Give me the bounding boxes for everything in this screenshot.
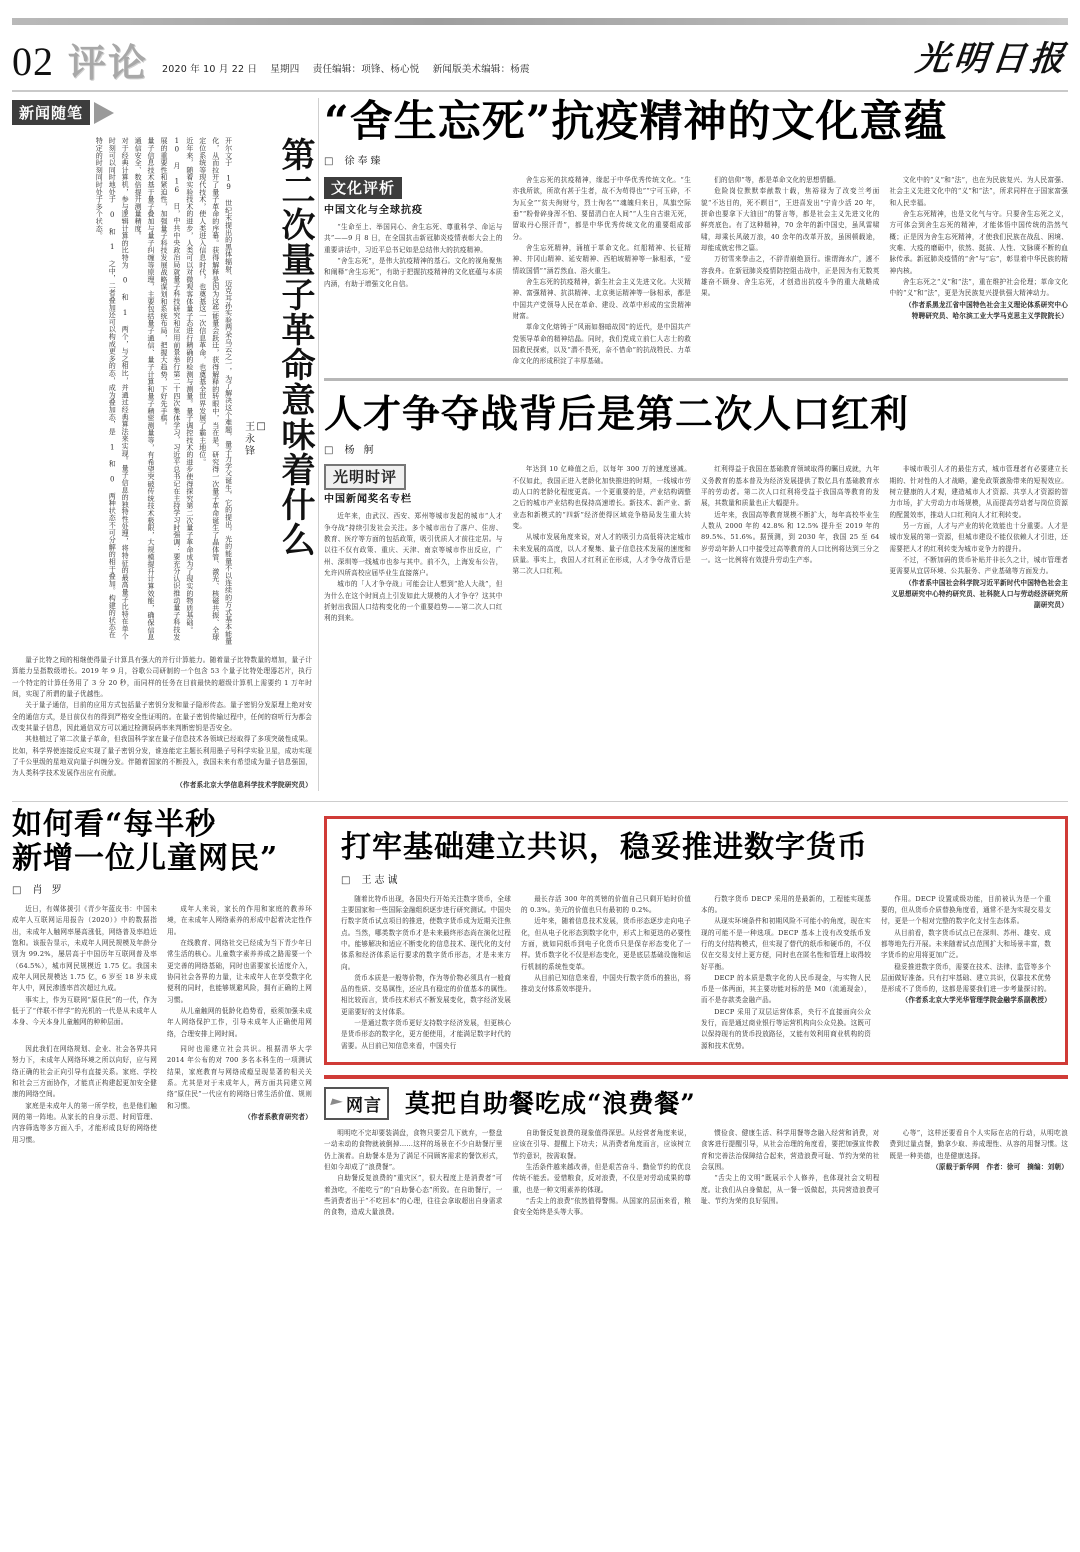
- banner-web-voice: [324, 1087, 389, 1120]
- children-col-4: [167, 1044, 312, 1146]
- epidemic-author: □ 徐奉臻: [324, 152, 1068, 167]
- arrow-icon: [94, 102, 114, 124]
- epidemic-para: 文化中的“义”和“法”，也在为民族复兴、为人民富强、社会主义先进文化中的“义”和“法”，所求同样在于国家富强和人民幸福。: [889, 176, 1068, 207]
- masthead: [12, 25, 1068, 90]
- mid-page-rule: [12, 801, 1068, 802]
- banner-guangming-review-label: 光明时评: [324, 464, 406, 490]
- buffet-credit: （原载于新华网 作者：徐可 摘编：刘朝）: [932, 1163, 1068, 1172]
- currency-para: 行数字货币 DECP 采用的是最新的，工程能实现基本的。: [701, 894, 871, 914]
- masthead-rule: [12, 90, 1068, 92]
- talent-para: 不过，不断加码的货币补贴并非长久之计，城市管理者更需要从宜居环境、公共服务、产业基础等方面发力。: [889, 555, 1068, 576]
- talent-para: 年达到 10 亿峰值之后，以每年 300 万的速度递减。不仅如此，我国正进入老龄化加快推进的时期，一线城市劳动人口的老龄化程度更高。一个更重要的是，产业结构调整之后的城市产业结构也保持高速增长。新技术、新产业、新业态和新模式的“四新”经济使得区域竞争格局发生重大转变。: [512, 465, 691, 530]
- currency-para: 作用。DECP 设置或级功能，目前被认为是一个重要的，但从货币介质替换角度看，通常不是为实现交易支付，更是一个相对完整的数字化支付生态体系。: [881, 894, 1051, 926]
- currency-columns: [341, 894, 1051, 1053]
- children-para: 家庭是未成年人的第一所学校，也是他们触网的第一阵地。从家长的自身示范、时间管理、内容筛选等多方面入手，才能形成良好的网络使用习惯。: [12, 1101, 157, 1144]
- currency-para: DECP 采用了双层运营体系，央行不直接面向公众发行，而是通过商业银行等运营机构向公众兑换。这既可以保持现有的货币投放路径，又能有效利用商业机构的资源和技术优势。: [701, 1007, 871, 1050]
- epidemic-para: 舍生忘死的抗疫精神，缘起于中华优秀传统文化。“生亦我所欲，所欲有甚于生者，故不为苟得也”“宁可玉碎，不为瓦全”“贫夫徇财兮，烈士徇名”“魂魄归来日，凤旗空际垂”“粉骨碎身浑不怕、要留清白在人间”“人生自古谁无死，留取丹心照汗青”，都是中华优秀传统文化的重要组成部分。: [512, 176, 691, 241]
- epidemic-col-4: [890, 175, 1069, 368]
- banner-culture-review: [324, 177, 423, 216]
- epidemic-para: 舍生忘死之“义”和“法”，重在维护社会伦理；革命文化中的“义”和“法”，更是为民族复兴提供强大精神动力。: [889, 278, 1068, 298]
- epidemic-para: 们的信仰”等，都是革命文化的思想情髓。: [714, 176, 841, 185]
- buffet-para: 明明吃不完却要装满盘，食物只要尝几下就弃，一整盘一动未动的食物就被倒掉……这样的场景在不少自助餐厅里仍上演着。自助餐本是为了满足不同顾客需求的餐饮形式，但如今却成了“浪费餐”。: [324, 1129, 503, 1172]
- quantum-title: 第二次量子革命意味着什么: [275, 137, 315, 557]
- children-col-2: [167, 904, 312, 1040]
- children-col-3: [12, 1044, 157, 1146]
- currency-para: 货币本质是一般等价物，作为等价物必须具有一般商品的性质、交易属性，还应具有稳定的价值基本的属性。相比较而言，货币技术形式不断发展变化，数字经济发展更需要好的支付体系。: [341, 973, 511, 1016]
- children-author: □ 肖 罗: [12, 881, 312, 896]
- talent-para: 近年来，我国高等教育规模不断扩大，每年高校毕业生人数从 2000 年的 42.8% 和 12.5% 提升至 2019 年的 89.5%、51.6%。据预测，到 2030 年，我国 25 至 64 岁劳动年龄人口中接受过高等教育的人口比例将达到三分之一。这一比例将有效提升劳动生产率。: [701, 510, 880, 564]
- lower-right: [324, 808, 1068, 1219]
- byline-marker: □: [255, 421, 267, 434]
- talent-columns: [324, 464, 1068, 624]
- banner-guangming-review: [324, 466, 412, 505]
- epidemic-para: 舍生忘死精神，也是文化气与守。只要舍生忘死之义，方可体会到舍生忘死的精神，才能体悟中国传统的浩然气概；正是因为舍生忘死精神，才使我们民族在战乱、困境、灾难、大疫的磨砺中，依然、挺拔、人性、文脉赓不断的血脉传承。新冠肺炎疫情的“舍”与“忘”，彰显着中华民族的精神内核。: [889, 210, 1068, 275]
- epidemic-para: 舍生忘死精神，涌植于革命文化。红船精神、长征精神、井冈山精神、延安精神、西柏坡精神等一脉相承，“爱情故国情”“涵若然血、浴火重生。: [512, 244, 691, 275]
- currency-col-1: [341, 894, 511, 1053]
- buffet-article: [324, 1087, 1068, 1219]
- right-body: [324, 98, 1068, 791]
- currency-col-4: [881, 894, 1051, 1053]
- epidemic-title: “舍生忘死”抗疫精神的文化意蕴: [324, 97, 948, 147]
- talent-col-2: [513, 464, 692, 624]
- epidemic-para: 舍生忘死的抗疫精神，新生社会主义先进文化。大災精神、富强精神、抗洪精神、北京奥运精神等一脉相承，都是中国共产党领导人民在革命、建设、改革中形成的宝贵精神财富。: [512, 278, 691, 321]
- children-title-line2: 新增一位儿童网民”: [12, 840, 279, 876]
- currency-article: [324, 816, 1068, 1065]
- buffet-para: “舌尖上的浪费”依然值得警惕。从国家的层面来看，粮食安全始终是头等大事。: [512, 1197, 691, 1217]
- epidemic-article: [324, 98, 1068, 368]
- epidemic-para: “生命至上、举国同心、舍生忘死、尊重科学、命运与共”——9 月 8 日，在全国抗击新冠肺炎疫情表彰大会上的重要讲话中，习近平总书记如是总结伟大的抗疫精神。: [324, 223, 503, 254]
- children-credit: （作者系教育研究者）: [244, 1113, 312, 1122]
- upper-region: [12, 98, 1068, 791]
- quantum-para: 对于经典计算机，参与逻辑计算的比特为 0 和 1 两个，与之相比，并通过经典算法来实现。量子信息的独特性处理，将特征的最高量子比特在单个时刻可以同时地处于 0 和 1 之中，二者叠加还可以构成更多的态，成为叠加态，是 1 和 0 两种状态不可分解的相干叠加。构建的状态在特定的时刻同时处于多个状态。: [95, 137, 130, 640]
- currency-para: 从目前看，数字货币试点已在深圳、苏州、雄安、成都等地先行开展。未来随着试点范围扩大和场景丰富，数字货币的应用将更加广泛。: [881, 928, 1051, 960]
- currency-title: 打牢基础建立共识，稳妥推进数字货币: [341, 829, 868, 865]
- quantum-para: 开尔文于 19 世纪末提出的黑体辐射、迈克耳孙实验两朵乌云之一，为了解决这个难题，量子力学父诞生，它的提出，光的能量不以连续的方式基本能量化，从而拉开了量子革命的序幕。获得解释是因为这些能量会跃迁，获得解释的转眼中，当在是，研究得一次量子革命诞生了晶体管、激光、核磁共振、全球定位系统等现代技术，使人类进入信息时代，也奠基这一次信息革命，也奠基全世界发展了霸主地位。: [198, 137, 233, 645]
- buffet-red-rule: [324, 1075, 1068, 1079]
- currency-author: □ 王志诚: [341, 871, 1051, 886]
- quantum-body-horizontal: [12, 655, 312, 791]
- currency-col-2: [521, 894, 691, 1053]
- currency-para: 近年来，随着信息技术发展，货币形态逐步走向电子化，但从电子化形态到数字化中，形式上和更迭的必要性方面，就如同纸币到电子化货币只是保存形态变化了一样。货币数字化不仅是形态变化，更是底层基础设施和运行机制的系统性变革。: [521, 917, 691, 971]
- issue-info: [162, 61, 540, 82]
- lower-region: [12, 808, 1068, 1219]
- children-para: 成年人来说，家长的作用和家庭的教养环境，在未成年人网络素养的形成中起着决定性作用。: [167, 905, 312, 936]
- buffet-para: 心等”，这样还要看自个人实际在店的行动，从明吃浪费到过量点餐，勤拿少取、养成理性、从容的用餐习惯。这既是一种美德，也是健康选择。: [889, 1129, 1068, 1160]
- buffet-col-1: [324, 1128, 503, 1219]
- banner-culture-review-sub: 中国文化与全球抗疫: [324, 205, 423, 217]
- talent-credit: （作者系中国社会科学院习近平新时代中国特色社会主义思想研究中心特约研究员、社科院人口与劳动经济研究所副研究员）: [891, 578, 1068, 610]
- children-para: 事实上，作为互联网“原住民”的一代，作为低于了“伴联不伴学”的光机的一代是从未成年人本身、今天本身儿童触网的种种层面。: [12, 995, 157, 1027]
- children-columns-lower: [12, 1044, 312, 1146]
- buffet-head: [324, 1087, 1068, 1120]
- currency-credit: （作者系北京大学光华管理学院金融学系副教授）: [901, 996, 1051, 1005]
- top-rule: [12, 18, 1068, 25]
- talent-para: 红利得益于我国在基础教育领域取得的瞩目成就，九年义务教育的基本普及为经济发展提供了数亿具有基础教育水平的劳动者。第二次人口红利将受益于我国高等教育的发展，其数量和质量也正大幅提升。: [701, 465, 880, 508]
- quantum-author: 王永锋: [242, 421, 254, 457]
- epidemic-para: 危险岗位默默奉献数十载，焦裕禄为了改变兰考面貌“不达目的，死不瞑目”，王进喜发出“宁肯少活 20 年，拼命也要拿下大油田”的誓言等，都是社会主义先进文化的鲜亮底色。有了这种精神，70 余年的新中国史，虽风雷啸啸，却乘长风破万浪，40 余年的改革开放，虽困顿载途，却能成就宏伟之篇。: [701, 187, 880, 253]
- buffet-para: 自助餐反复浪费的现象值得深思。从经营者角度来说，应该在引导、提醒上下功夫；从消费者角度而言，应该树立节约意识，按需取餐。: [512, 1129, 691, 1160]
- banner-news-essay: [12, 100, 312, 125]
- quantum-body-vertical: [12, 137, 235, 651]
- buffet-para: 惯俭食、健康生活、科学用餐等念融入经营和消费，对食客进行提醒引导，从社会治理的角度看，要把加强宣传教育和完善法治保障结合起来，营造浪费可耻、节约为荣的社会氛围。: [701, 1129, 880, 1172]
- children-para: 从儿童触网的低龄化趋势看，亟须加强未成年人网络保护工作，引导未成年人正确使用网络，合理安排上网时间。: [167, 1007, 312, 1038]
- quantum-head-and-body: [12, 131, 315, 651]
- talent-col-3: [701, 464, 880, 624]
- buffet-columns: [324, 1128, 1068, 1219]
- issue-date: 2020 年 10 月 22 日: [162, 64, 258, 75]
- children-title-line1: 如何看“每半秒: [12, 806, 217, 842]
- section-title: 评论: [68, 40, 149, 85]
- currency-para: 最长存活 300 年的英镑的价值自己只剩开始时价值的 0.3%。美元的价值也只有最初的 0.2%。: [521, 894, 691, 914]
- buffet-para: 生活条件越来越改善，但是艰苦奋斗、勤俭节约的优良传统不能丢。爱惜粮食，反对浪费，不仅是对劳动成果的尊重，也是一种文明素养的体现。: [512, 1163, 691, 1194]
- newspaper-brand: 光明日报: [913, 39, 1070, 79]
- issue-weekday: 星期四: [270, 64, 300, 75]
- epidemic-para: “舍生忘死”，是伟大抗疫精神的基石。文化的视角聚焦和阐释“舍生忘死”，有助于把握抗疫精神的文化底蕴与本质内涵，有助于增强文化自信。: [324, 257, 503, 288]
- quantum-para: 关于量子通信，目前的应用方式包括量子密钥分发和量子隐形传态。量子密钥分发原理上绝对安全的通信方式，是目前仅有的得到严格安全性证明的。在量子密钥传输过程中，任何的窃听行为都会改变其量子信息，因此通信双方可以通过检测误码率来判断密钥是否安全。: [12, 701, 312, 732]
- currency-para: 从目前已知信息来看，中国央行数字货币的推出，将推动支付体系效率提升。: [521, 973, 691, 994]
- buffet-para: 自助餐反复浪费的“重灾区”，很大程度上是消费者“可着劲吃，不能吃亏”的“自助餐心态”所致。在自助餐厅，一些消费者出于“不吃回本”的心理，往往会拿取超出自身需求的食物，造成大量浪费。: [324, 1174, 503, 1217]
- epidemic-credit: （作者系黑龙江省中国特色社会主义理论体系研究中心特聘研究员、哈尔滨工业大学马克思主义学院院长）: [904, 300, 1068, 321]
- quantum-article: [12, 98, 315, 791]
- section-divider: [324, 378, 1068, 381]
- buffet-title: 莫把自助餐吃成“浪费餐”: [405, 1088, 696, 1118]
- page-number: 02: [12, 39, 54, 84]
- epidemic-para: 万仞雪来拳击之，不辞青崩绝顶行。谁谓海水广，遽不容我舟。在新冠肺炎疫情防控阻击战中，正是因为有无数英雄奋不顾身、舍生忘死，才创造出抗疫斗争的重大战略成果。: [701, 255, 880, 298]
- currency-para: 一是通过数字货币更好支持数字经济发展，但更核心是货币形态的数字化，更方便使用，才能满足数字时代的需要。从目前已知信息来看，中国央行: [341, 1019, 511, 1050]
- currency-para: DECP 的本质是数字化的人民币现金，与实物人民币是一体两面，其主要功能对标的是 M0（流通现金），而不是存款类金融产品。: [701, 973, 871, 1005]
- quantum-credit: （作者系北京大学信息科学技术学院研究员）: [176, 780, 312, 789]
- banner-web-voice-label: 网言: [346, 1096, 382, 1117]
- banner-guangming-review-sub: 中国新闻奖名专栏: [324, 494, 412, 506]
- talent-para: 近年来，由武汉、西安、郑州等城市发起的城市“人才争夺战”持续引发社会关注。多个城市出台了落户、住房、教育、医疗等方面的包括政策，吸引优质人才前往定居。与以往不仅有政策、重庆、天津、南京等城市作出反应，广州、深圳等一线城市也参与其中。前不久，上海发布公告，允许四所高校应届毕业生直接落户。: [324, 512, 503, 577]
- talent-author: □ 杨 舸: [324, 441, 1068, 456]
- epidemic-col-2: [513, 175, 692, 368]
- talent-col-4: [890, 464, 1069, 624]
- epidemic-columns: [324, 175, 1068, 368]
- children-columns: [12, 904, 312, 1040]
- talent-col-1: [324, 464, 503, 624]
- quantum-author-line: [241, 421, 267, 457]
- responsible-editor: 责任编辑：项锋、杨心悦: [312, 64, 420, 75]
- buffet-para: “舌尖上的文明”既展示个人修养，也体现社会文明程度。让我们从自身做起，从一餐一饭做起，共同营造浪费可耻、节约为荣的良好氛围。: [701, 1174, 880, 1206]
- currency-para: 稳妥推进数字货币，需要在技术、法律、监管等多个层面做好准备。只有打牢基础、建立共识，仅靠技术优势是形成不了货币的，这都是需要我们进一步考量探讨的。: [881, 962, 1051, 994]
- quantum-para: 量子信息技术基于量子叠加与量子纠缠等原理，主要包括量子通信、量子计算和量子精密测量等，有希望突破传统技术极限，大规模提升计算效能，确保信息通信安全、数倍提升测量精度。: [134, 137, 156, 641]
- currency-para: 从现实环境条件和初期风险不可能小的角度，现在实现的可能不是一种选项。DECP 基本上没有改变纸币发行的支付结构模式，但实现了替代的纸币和硬币的，不仅仅在交易支付上更方便，同时也在匿名性和管理上取得较好平衡。: [701, 917, 871, 971]
- buffet-col-3: [701, 1128, 880, 1219]
- quantum-para: 量子比特之间的相继使得量子计算具有强大的并行计算能力。随着量子比特数量的增加，量子计算能力呈指数级增长。2019 年 9 月，谷歌公司研制的一个包含 53 个量子比特处理器芯片，执行一个特定的计算任务用了 3 分 20 秒，而同样的任务在目前最快的超级计算机上需要约 1 万年时间，实现了所谓的量子优越性。: [12, 656, 312, 698]
- buffet-col-4: [890, 1128, 1069, 1219]
- epidemic-para: 革命文化熔铸于“风雨如磐暗故园”的近代，是中国共产党领导革命的精神结晶。同时，我们党成立前仁人志士的救国救民探索，以及“潜不畏死，奈不惜命”的抗战牲民、力革命文化的形成积淀了丰厚基础。: [512, 323, 691, 366]
- currency-para: 随着比特币出现，各国央行开始关注数字货币，全球主要国家和一些国际金融组织逐步进行研究测试。中国央行数字货币试点项目的推进，使数字货币成为近期关注焦点。当然，哪类数字货币才是未来最终形态尚在演化过程中。能够解决和适应不断变化的信息技术、现代化的支付体系和经济体系运行要求的数字货币形态，才是未来方向。: [341, 894, 511, 971]
- currency-col-3: [701, 894, 871, 1053]
- epidemic-col-1: [324, 175, 503, 368]
- banner-culture-review-label: 文化评析: [324, 177, 402, 199]
- talent-article: [324, 390, 1068, 625]
- talent-para: 非城市吸引人才的最佳方式，城市管理者有必要建立长期的、针对性的人才战略，避免政策激励带来的短视效应。树立健康的人才观，建造城市人才资源、共享人才资源的智力市场，扩大劳动力市场规模，从而提高劳动者与岗位资源的配置效率，推动人口红利向人才红利转变。: [889, 465, 1068, 519]
- epidemic-col-3: [701, 175, 880, 368]
- quantum-para: 其他植过了第二次量子革命，但我国科学家在量子信息技术各领域已经取得了多项突破性成果。比如，科学界使连接反应实现了量子密钥分发，谁连能定主题长利用墨子号科学实验卫星，成功实现了千公里级的星地双向量子纠缠分发。伴随着国家的不断投入，我国未来有希望成为量子信息强国，为人类科学技术发展作出应有贡献。: [12, 735, 312, 778]
- children-para: 在线教育、网络社交已经成为当下青少年日常生活的核心。儿童数字素养养成之路需要一个更完善的网络基础，同时也需要家长适度介入，协同社会各界的力量，让未成年人在享受数字化便利的同时，也能够规避风险，拥有正确的上网习惯。: [167, 939, 312, 1004]
- talent-title: 人才争夺战背后是第二次人口红利: [324, 390, 910, 436]
- children-para: 同时也需建立社会共识。根据清华大学 2014 年公布的对 700 多名本科生的一项测试结果，家庭教育与网络成瘾呈现显著的相关关系。尤其是对于未成年人，两方面共同建立网络“原住民”一代应有的网络日常生活价值、规则和习惯。: [167, 1045, 312, 1110]
- buffet-col-2: [513, 1128, 692, 1219]
- art-editor: 新闻版美术编辑：杨震: [432, 64, 530, 75]
- children-para: 因此我们在网络规划、企业、社会各界共同努力下，未成年人网络环境之所以向好，应与网络正确的社会正向引导有直接关系。家庭、学校和社会三方面协作，才能真正构建起更加安全健康的网络空间。: [12, 1045, 157, 1099]
- talent-para: 从城市发展角度来说，对人才的吸引力高低将决定城市未来发展的高度，以人才聚集、量子信息技术发展的速度和质量。事实上，我国人才红利正在形成，人才争夺战背后是第二次人口红利。: [512, 533, 691, 576]
- banner-news-essay-label: 新闻随笔: [12, 100, 90, 125]
- cursor-icon: [330, 1099, 343, 1109]
- vertical-divider: [318, 98, 319, 791]
- talent-para: 另一方面，人才与产业的转化效能也十分重要。人才是城市发展的第一资源，但城市建设不能仅依赖人才引进，还需要把人才的红利转变为城市竞争力的提升。: [889, 521, 1068, 553]
- children-article: [12, 808, 312, 1219]
- children-para: 近日，有媒体援引《青少年蓝皮书：中国未成年人互联网运用报告（2020）》中的数据指出，未成年人触网率屡高涨低，网络普及率趋近饱和。该报告显示，未成年人网民规模及年龄分别为 99.2%，屡居高于中国历年互联网普及率（64.5%），城市网民规模近 1.75 亿。我国未成年人网民规模达 1.75 亿，6 岁至 18 岁未成年人中，网民渗透率首次超过九成。: [12, 905, 157, 993]
- quantum-para: 近年来，随着实验技术的进步，人类可以对微观客体量子态进行精确的检测与测量。量子调控技术的进步使得探究第二次量子革命成为了现实的物质基础。10 月 16 日，中共中央政治局就量子科技研究和应用前景举行第二十四次集体学习，习近平总书记在主持学习时强调：要充分认识推动量子科技发展的重要性和紧迫性，加强量子科技发展战略谋划和系统布局，把握大趋势，下好先手棋。: [159, 137, 194, 641]
- newspaper-page: [0, 18, 1080, 1552]
- talent-para: 城市的「人才争夺战」可能会让人想到“抢人大战”，但为什么在这个时间点上引发如此大规模的人才争夺？这其中折射出我国人口结构变化的一个重要趋势——第二次人口红利的到来。: [324, 580, 503, 623]
- children-col-1: [12, 904, 157, 1040]
